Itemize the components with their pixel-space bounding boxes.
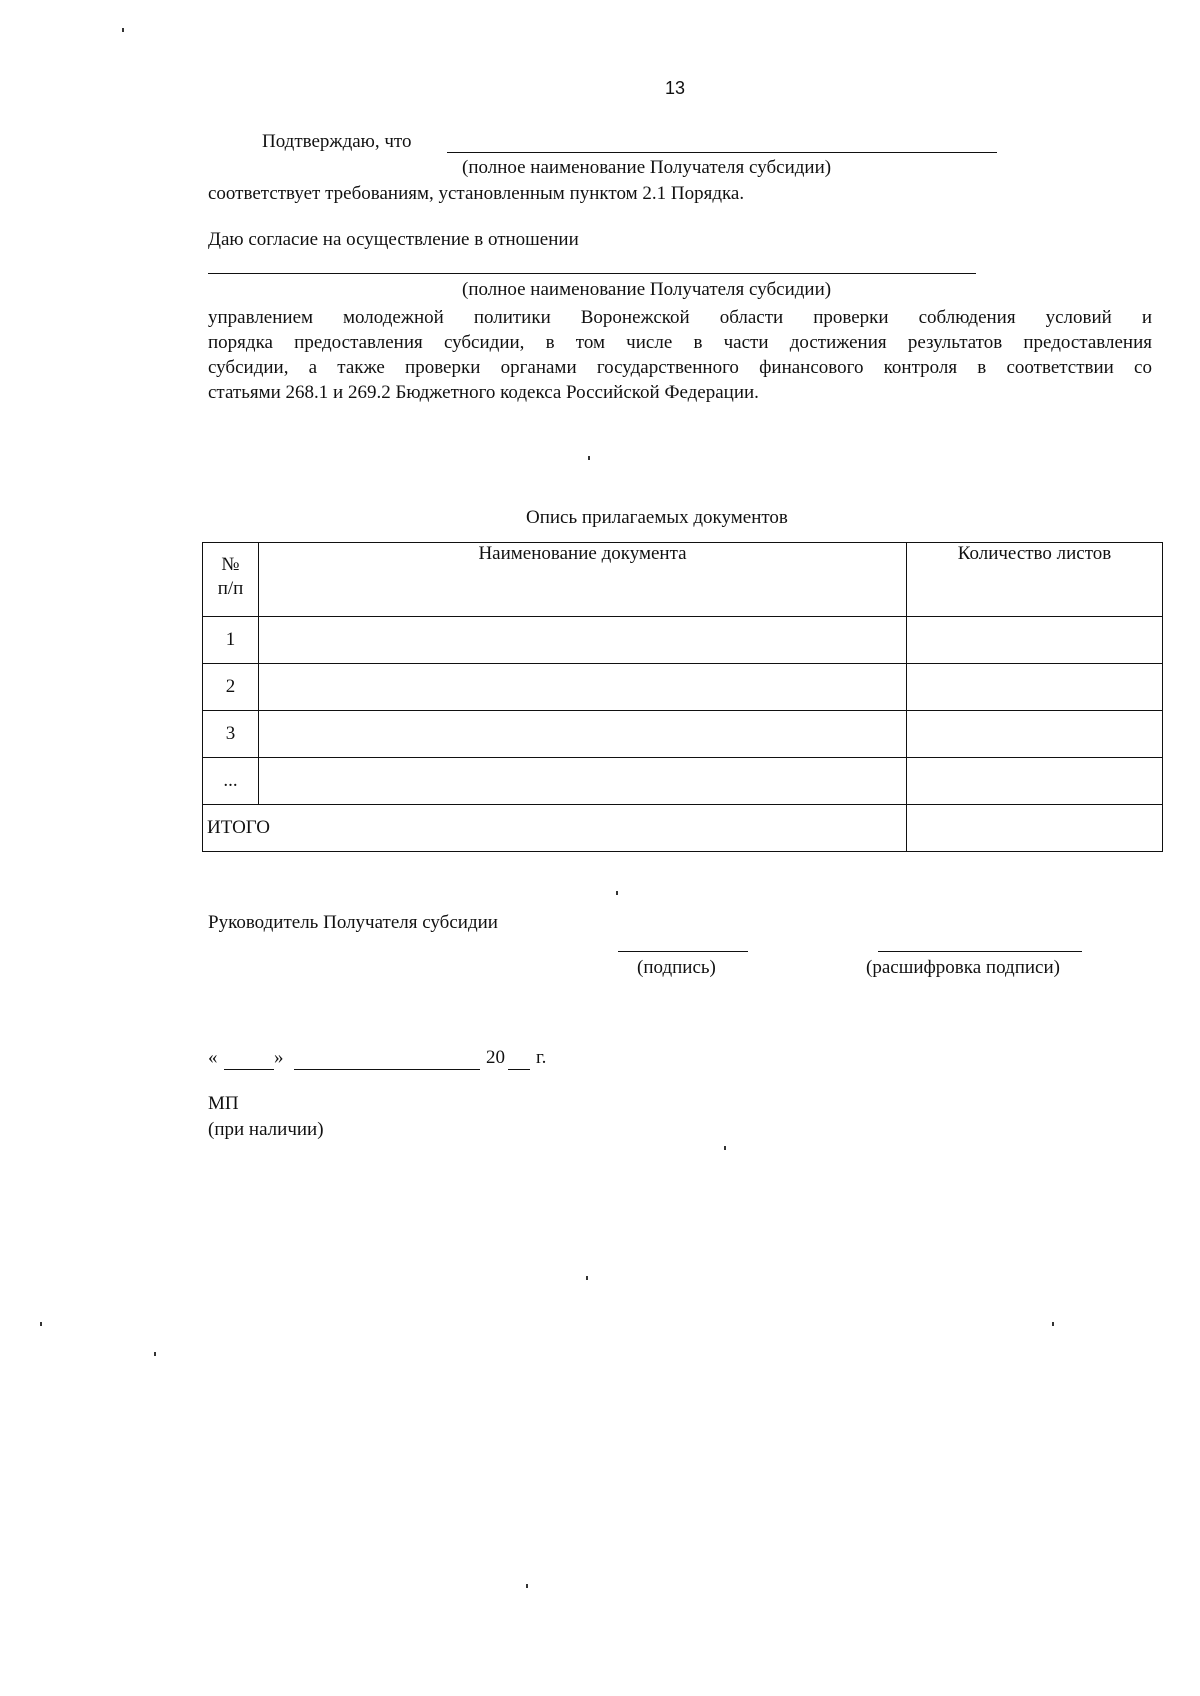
consent-line: субсидии, а также проверки органами государственного финансового контроля в соответствии со [208, 357, 1152, 378]
document-name-cell [259, 617, 907, 664]
date-day-line [224, 1069, 274, 1070]
header-sheet-count: Количество листов [907, 543, 1163, 617]
scan-speck [526, 1584, 528, 1588]
header-num: № п/п [203, 543, 259, 617]
table-total-row [203, 805, 1163, 852]
row-number: ... [203, 758, 259, 805]
sheet-count-cell [907, 664, 1163, 711]
total-sheet-count-cell [907, 805, 1163, 852]
recipient-name-line-2 [208, 273, 976, 274]
signature-decode-line [878, 951, 1082, 952]
table-header-row [203, 543, 1163, 617]
scan-speck [40, 1322, 42, 1326]
row-number: 3 [203, 711, 259, 758]
signature-decode-caption: (расшифровка подписи) [866, 957, 1060, 978]
stamp-label: МП [208, 1093, 239, 1114]
table-row [203, 617, 1163, 664]
recipient-name-line-1 [447, 152, 997, 153]
signature-caption: (подпись) [637, 957, 716, 978]
consent-paragraph [208, 305, 1152, 405]
scan-speck [122, 28, 124, 32]
inventory-table [202, 542, 1163, 852]
signature-line [618, 951, 748, 952]
table-row [203, 758, 1163, 805]
scan-speck [616, 891, 618, 895]
document-name-cell [259, 758, 907, 805]
confirm-label: Подтверждаю, что [262, 131, 412, 152]
row-number: 2 [203, 664, 259, 711]
document-name-cell [259, 664, 907, 711]
confirm-caption: (полное наименование Получателя субсидии) [462, 157, 832, 178]
consent-line: статьями 268.1 и 269.2 Бюджетного кодекса Российской Федерации. [208, 382, 759, 403]
scan-speck [724, 1146, 726, 1150]
scan-speck [154, 1352, 156, 1356]
sheet-count-cell [907, 711, 1163, 758]
date-open-quote: « [208, 1047, 218, 1068]
date-year-line [508, 1069, 530, 1070]
sheet-count-cell [907, 617, 1163, 664]
head-of-recipient-label: Руководитель Получателя субсидии [208, 912, 498, 933]
date-close-quote: » [274, 1047, 284, 1068]
sheet-count-cell [907, 758, 1163, 805]
table-row [203, 711, 1163, 758]
scan-speck [1052, 1322, 1054, 1326]
scan-speck [586, 1276, 588, 1280]
confirm-text: соответствует требованиям, установленным пунктом 2.1 Порядка. [208, 183, 745, 204]
stamp-note: (при наличии) [208, 1119, 324, 1140]
date-year-prefix: 20 [486, 1047, 505, 1068]
total-label: ИТОГО [203, 805, 907, 852]
date-year-suffix: г. [536, 1047, 547, 1068]
consent-label: Даю согласие на осуществление в отношении [208, 229, 579, 250]
document-name-cell [259, 711, 907, 758]
row-number: 1 [203, 617, 259, 664]
page-number: 13 [664, 78, 686, 98]
header-document-name: Наименование документа [259, 543, 907, 617]
table-row [203, 664, 1163, 711]
consent-line: управлением молодежной политики Воронежской области проверки соблюдения условий и [208, 307, 1152, 328]
consent-line: порядка предоставления субсидии, в том числе в части достижения результатов предоставления [208, 332, 1152, 353]
date-month-line [294, 1069, 480, 1070]
scan-speck [588, 456, 590, 460]
consent-caption: (полное наименование Получателя субсидии) [462, 279, 832, 300]
inventory-title: Опись прилагаемых документов [526, 507, 788, 528]
